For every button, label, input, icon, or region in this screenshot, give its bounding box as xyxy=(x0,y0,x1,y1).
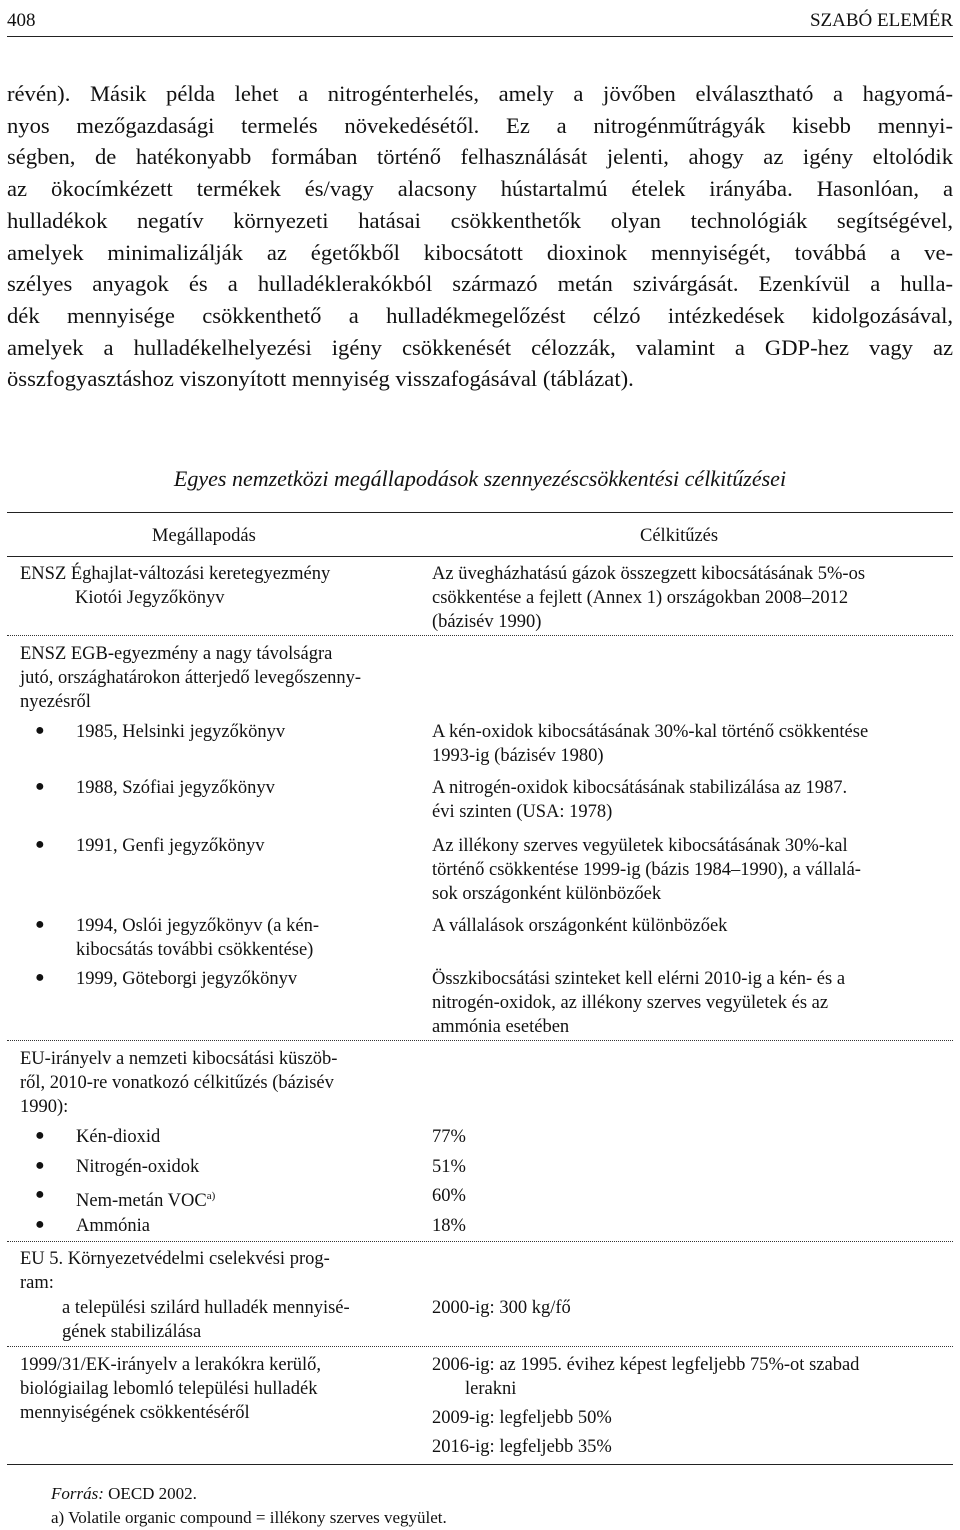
body-line: amelyek a hulladékelhelyezési igény csökkenését célozzák, valamint a GDP-hez vagy az xyxy=(7,334,953,360)
bullet-icon: ● xyxy=(35,1127,45,1144)
page-number: 408 xyxy=(7,10,36,31)
bullet-icon: ● xyxy=(35,722,45,739)
row-rule xyxy=(7,635,953,636)
row-rule xyxy=(7,1241,953,1242)
running-author: SZABÓ ELEMÉR xyxy=(809,10,953,31)
body-line: révén). Másik példa lehet a nitrogénterhelés, amely a jövőben elválasztható a hagyomá- xyxy=(7,81,953,106)
body-line: szélyes anyagok és a hulladéklerakókból származó metán szivárgását. Ezenkívül a hulla- xyxy=(7,271,953,297)
eu-value: 18% xyxy=(432,1216,466,1236)
col-header-agreement: Megállapodás xyxy=(152,526,256,546)
eu-value: 77% xyxy=(432,1127,466,1147)
bullet-icon: ● xyxy=(35,1157,45,1174)
unece-title: ENSZ EGB-egyezmény a nagy távolságra jutó, országhatárokon átterjedő levegőszenny- nyezésről xyxy=(20,644,362,712)
oslo-target: A vállalások országonként különbözőek xyxy=(432,916,728,936)
helsinki-target: A kén-oxidok kibocsátásának 30%-kal történő csökkentése 1993-ig (bázisév 1980) xyxy=(432,722,869,766)
body-line: nyos mezőgazdasági termelés növekedésétől. Ez a nitrogénműtrágyák kisebb mennyi- xyxy=(7,112,953,138)
bullet-icon: ● xyxy=(35,1186,45,1203)
footnote-a: a) Volatile organic compound = illékony szerves vegyület. xyxy=(51,1508,447,1527)
table-footnotes xyxy=(51,1482,447,1530)
gothenburg-target: Összkibocsátási szinteket kell elérni 2010-ig a kén- és a nitrogén-oxidok, az illékony szerves vegyületek és az ammónia esetében xyxy=(432,969,846,1037)
row-rule xyxy=(7,1346,953,1347)
bullet-icon: ● xyxy=(35,1216,45,1233)
bullet-icon: ● xyxy=(35,916,45,933)
eu5-title: EU 5. Környezetvédelmi cselekvési prog- ram: xyxy=(20,1249,330,1293)
body-paragraph xyxy=(7,78,953,395)
col-header-target: Célkitűzés xyxy=(640,526,719,546)
body-line: dék mennyisége csökkenthető a hulladékmegelőzést célzó intézkedések kidolgozásával, xyxy=(7,302,953,328)
table-bottom-rule xyxy=(7,1464,953,1465)
eu-directive-title: EU-irányelv a nemzeti kibocsátási küszöb- ről, 2010-re vonatkozó célkitűzés (bázisév 1990): xyxy=(20,1049,338,1117)
landfill-directive: 1999/31/EK-irányelv a lerakókra kerülő, biológiailag lebomló települési hulladék mennyiségének csökkentéséről xyxy=(20,1355,322,1423)
eu-value: 60% xyxy=(432,1186,466,1206)
source-note: Forrás: OECD 2002. xyxy=(51,1484,197,1503)
geneva-target: Az illékony szerves vegyületek kibocsátásának 30%-kal történő csökkentése 1999-ig (bázis 1984–1990), a vállalá- sok országonként különbözőek xyxy=(432,836,861,904)
eu-value: 51% xyxy=(432,1157,466,1177)
table-top-rule xyxy=(7,512,953,513)
row-rule xyxy=(7,1040,953,1041)
eu5-target: 2000-ig: 300 kg/fő xyxy=(432,1298,571,1318)
body-line: az ökocímkézett termékek és/vagy alacsony hústartalmú ételek irányába. Hasonlóan, a xyxy=(7,176,953,202)
table-caption: Egyes nemzetközi megállapodások szennyezéscsökkentési célkitűzései xyxy=(173,466,787,491)
body-line: ségben, de hatékonyabb formában történő felhasználását jelenti, ahogy az igény eltolódik xyxy=(7,144,953,170)
bullet-icon: ● xyxy=(35,969,45,986)
eu5-sub-item: a települési szilárd hulladék mennyisé- gének stabilizálása xyxy=(62,1298,350,1342)
unfccc-agreement: ENSZ Éghajlat-változási keretegyezmény Kiotói Jegyzőkönyv xyxy=(20,564,331,608)
landfill-target: 2006-ig: az 1995. évihez képest legfeljebb 75%-ot szabad lerakni 2009-ig: legfeljebb 50% 2016-ig: legfeljebb 35% xyxy=(432,1355,860,1457)
running-header xyxy=(7,6,953,37)
sofia-target: A nitrogén-oxidok kibocsátásának stabilizálása az 1987. évi szinten (USA: 1978) xyxy=(432,778,848,822)
unfccc-target: Az üvegházhatású gázok összegzett kibocsátásának 5%-os csökkentése a fejlett (Annex 1) országokban 2008–2012 (bázisév 1990) xyxy=(432,564,866,632)
bullet-icon: ● xyxy=(35,778,45,795)
bullet-icon: ● xyxy=(35,836,45,853)
body-line: összfogyasztáshoz viszonyított mennyiség visszafogásával (táblázat). xyxy=(7,366,634,392)
body-line: hulladékok negatív környezeti hatásai csökkenthetők olyan technológiák segítségével, xyxy=(7,207,953,233)
footnote-marker: a) xyxy=(206,1190,216,1202)
body-line: amelyek minimalizálják az égetőkből kibocsátott dioxinok mennyiségét, továbbá a ve- xyxy=(7,239,953,265)
header-rule xyxy=(7,556,953,557)
